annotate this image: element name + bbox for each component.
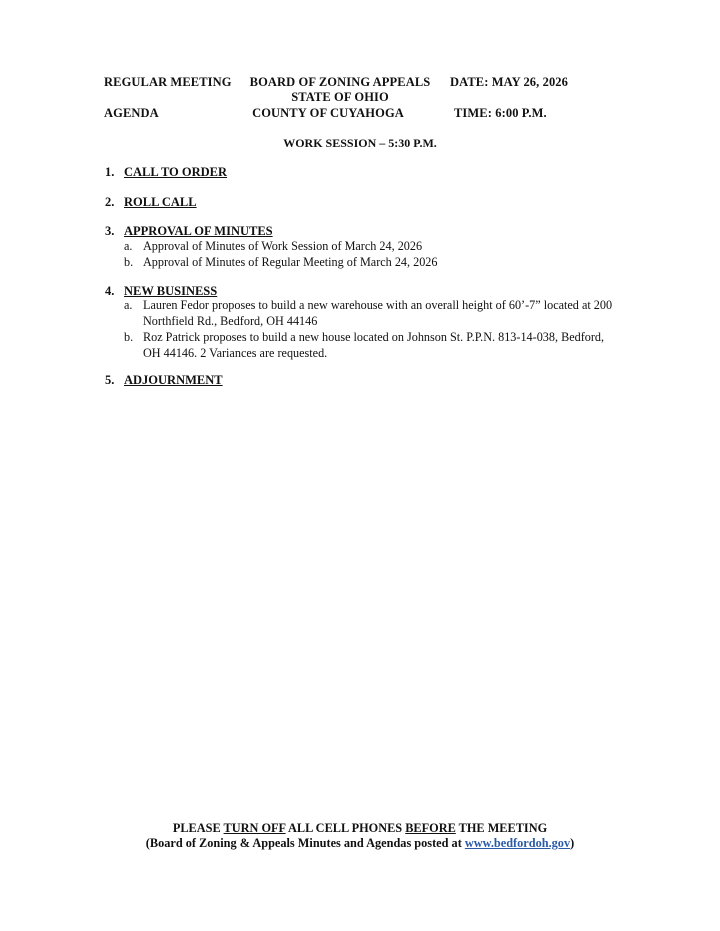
item-heading: ADJOURNMENT (124, 373, 223, 387)
posting-notice (0, 836, 720, 851)
sub-item (124, 329, 614, 361)
item-number: 2. (105, 195, 115, 209)
notice-text: PLEASE (172, 821, 224, 835)
sub-item (124, 297, 614, 329)
item-heading: NEW BUSINESS (124, 284, 218, 298)
cell-phone-notice (0, 821, 720, 836)
work-session-time: WORK SESSION – 5:30 P.M. (283, 136, 437, 150)
county-name: COUNTY OF CUYAHOGA (252, 106, 404, 120)
notice-text: THE MEETING (455, 821, 548, 835)
item-heading: ROLL CALL (124, 195, 197, 209)
sub-item-text: Roz Patrick proposes to build a new house located on Johnson St. P.P.N. 813-14-038, Bedford, OH 44146. 2 Variances are requested. (143, 330, 605, 360)
sub-item-letter: b. (124, 330, 134, 344)
agenda-item-roll-call (105, 195, 197, 210)
notice-emphasis-before: BEFORE (405, 821, 456, 835)
posting-text: (Board of Zoning & Appeals Minutes and Agendas posted at (145, 836, 465, 850)
agenda-item-approval-of-minutes (105, 224, 273, 239)
item-heading: APPROVAL OF MINUTES (124, 224, 273, 238)
agenda-item-call-to-order (105, 165, 227, 180)
notice-text: ALL CELL PHONES (285, 821, 406, 835)
agenda-label: AGENDA (104, 106, 159, 120)
meeting-time: TIME: 6:00 P.M. (454, 106, 547, 120)
item-heading: CALL TO ORDER (124, 165, 228, 179)
sub-item-text: Lauren Fedor proposes to build a new warehouse with an overall height of 60’-7” located at 200 Northfield Rd., Bedford, OH 44146 (143, 298, 613, 328)
sub-item (124, 238, 614, 254)
posting-text: ) (570, 836, 575, 850)
item-number: 4. (105, 284, 115, 298)
sub-item-letter: a. (124, 239, 133, 253)
item-number: 5. (105, 373, 115, 387)
sub-item-text: Approval of Minutes of Regular Meeting of March 24, 2026 (143, 255, 438, 269)
sub-item (124, 254, 614, 270)
sub-item-letter: a. (124, 298, 133, 312)
item-number: 3. (105, 224, 115, 238)
meeting-type-label: REGULAR MEETING (104, 75, 232, 89)
website-link[interactable]: www.bedfordoh.gov (464, 836, 571, 850)
sub-item-text: Approval of Minutes of Work Session of March 24, 2026 (143, 239, 423, 253)
sub-item-letter: b. (124, 255, 134, 269)
notice-emphasis-turn-off: TURN OFF (223, 821, 286, 835)
agenda-item-adjournment (105, 373, 223, 388)
state-name: STATE OF OHIO (291, 90, 389, 104)
board-name: BOARD OF ZONING APPEALS (249, 75, 431, 89)
item-number: 1. (105, 165, 115, 179)
meeting-date: DATE: MAY 26, 2026 (450, 75, 569, 89)
